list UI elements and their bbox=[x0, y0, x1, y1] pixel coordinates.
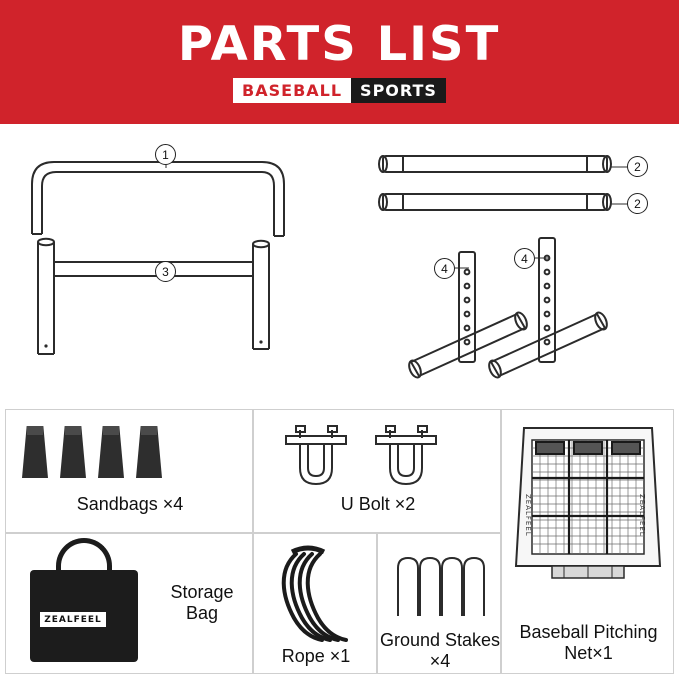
ground-stake-icon bbox=[392, 552, 488, 622]
ground-stakes-label: Ground Stakes bbox=[379, 630, 501, 650]
panel-rope bbox=[253, 533, 377, 674]
sandbags-label: Sandbags bbox=[76, 494, 158, 514]
panel-u-bolt bbox=[253, 409, 501, 533]
panel-pitching-net bbox=[501, 409, 674, 674]
callout-4-left: 4 bbox=[434, 258, 455, 279]
callout-1: 1 bbox=[155, 144, 176, 165]
rope-icon bbox=[272, 544, 358, 644]
panel-sandbags bbox=[5, 409, 253, 533]
panel-ground-stakes bbox=[377, 533, 501, 674]
parts-panels bbox=[5, 409, 674, 674]
page-title: PARTS LIST bbox=[178, 17, 501, 72]
u-bolt-icon bbox=[278, 422, 478, 492]
header-subtitle bbox=[233, 78, 446, 103]
sandbag-icon bbox=[98, 426, 124, 478]
storage-bag-label: Storage Bag bbox=[170, 582, 234, 623]
rope-label: Rope bbox=[281, 646, 325, 666]
header-chip-baseball: BASEBALL bbox=[233, 78, 351, 103]
bag-brand-label: ZEALFEEL bbox=[40, 612, 106, 627]
u-bolt-label: U Bolt bbox=[340, 494, 390, 514]
bag-handle-icon bbox=[56, 538, 112, 572]
sandbags-quantity: ×4 bbox=[162, 494, 184, 514]
main-frame-drawing bbox=[10, 124, 350, 407]
ground-stakes-quantity: ×4 bbox=[429, 650, 451, 671]
callout-2-lower: 2 bbox=[627, 193, 648, 214]
pitching-net-quantity: ×1 bbox=[592, 642, 613, 663]
assembly-diagram bbox=[0, 124, 679, 407]
net-side-text-right: ZEALFEEL bbox=[638, 494, 646, 537]
sandbag-icon bbox=[60, 426, 86, 478]
sandbag-icon bbox=[136, 426, 162, 478]
callout-4-right: 4 bbox=[514, 248, 535, 269]
rope-quantity: ×1 bbox=[329, 646, 351, 666]
sandbag-icon bbox=[22, 426, 48, 478]
storage-bag-icon bbox=[30, 570, 138, 662]
panel-storage-bag bbox=[5, 533, 253, 674]
u-bolt-quantity: ×2 bbox=[394, 494, 416, 514]
pitching-net-label: Baseball Pitching Net bbox=[519, 622, 658, 663]
header-chip-sports: SPORTS bbox=[351, 78, 446, 103]
net-side-text-left: ZEALFEEL bbox=[524, 494, 532, 537]
callout-3: 3 bbox=[155, 261, 176, 282]
callout-2-upper: 2 bbox=[627, 156, 648, 177]
page-header bbox=[0, 0, 679, 124]
